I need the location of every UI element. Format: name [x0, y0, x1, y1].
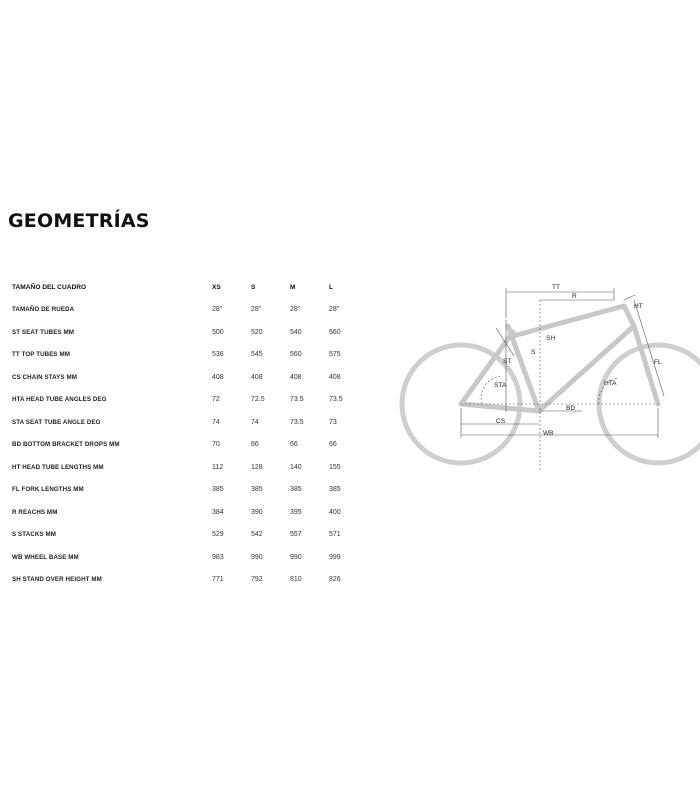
row-value: 540 — [290, 328, 302, 336]
row-value: 72.5 — [251, 396, 265, 404]
row-label: ST SEAT TUBES MM — [12, 328, 74, 336]
row-value: 571 — [329, 531, 341, 539]
row-value: 385 — [212, 486, 224, 494]
header-size-l: L — [329, 283, 334, 291]
label-s: S — [531, 349, 536, 356]
label-ht: HT — [634, 303, 643, 310]
label-r: R — [572, 293, 577, 300]
page-title: GEOMETRÍAS — [8, 210, 150, 232]
row-value: 70 — [212, 441, 220, 449]
row-label: CS CHAIN STAYS MM — [12, 373, 77, 381]
label-cs: CS — [496, 418, 506, 425]
row-value: 999 — [329, 553, 341, 561]
label-bd: BD — [566, 405, 576, 412]
row-value: 28" — [212, 306, 223, 314]
table-row — [12, 546, 368, 569]
row-value: 128 — [251, 463, 263, 471]
table-row — [12, 299, 368, 322]
bike-frame-icon — [461, 306, 658, 411]
table-row — [12, 434, 368, 457]
label-hta: HTA — [604, 380, 617, 387]
row-label: S STACKS MM — [12, 531, 56, 539]
geometry-table — [12, 276, 368, 591]
label-tt: TT — [552, 284, 560, 291]
row-label: R REACHS MM — [12, 508, 58, 516]
row-value: 384 — [212, 508, 224, 516]
row-value: 408 — [290, 373, 302, 381]
row-value: 73.5 — [290, 396, 304, 404]
table-row — [12, 524, 368, 547]
row-value: 810 — [290, 576, 302, 584]
row-value: 500 — [212, 328, 224, 336]
row-value: 66 — [251, 441, 259, 449]
label-sta: STA — [494, 382, 507, 389]
row-label: TT TOP TUBES MM — [12, 351, 70, 359]
row-value: 390 — [251, 508, 263, 516]
ht-dim-line — [624, 295, 635, 300]
row-value: 545 — [251, 351, 263, 359]
row-value: 826 — [329, 576, 341, 584]
row-value: 983 — [212, 553, 224, 561]
row-label: HT HEAD TUBE LENGTHS MM — [12, 463, 104, 471]
table-row — [12, 456, 368, 479]
row-label: STA SEAT TUBE ANGLE DEG — [12, 418, 101, 426]
row-value: 408 — [329, 373, 341, 381]
header-size-s: S — [251, 283, 256, 291]
row-value: 155 — [329, 463, 341, 471]
row-value: 560 — [290, 351, 302, 359]
row-value: 66 — [290, 441, 298, 449]
table-row — [12, 411, 368, 434]
row-label: FL FORK LENGTHS MM — [12, 486, 84, 494]
sta-arc — [481, 376, 502, 404]
row-value: 536 — [212, 351, 224, 359]
table-row — [12, 501, 368, 524]
table-row — [12, 569, 368, 592]
row-label: TAMAÑO DE RUEDA — [12, 306, 75, 314]
row-value: 408 — [212, 373, 224, 381]
row-value: 520 — [251, 328, 263, 336]
row-value: 74 — [212, 418, 220, 426]
row-value: 73 — [329, 418, 337, 426]
row-value: 575 — [329, 351, 341, 359]
table-row — [12, 479, 368, 502]
row-value: 66 — [329, 441, 337, 449]
table-row — [12, 321, 368, 344]
row-value: 73.5 — [329, 396, 343, 404]
label-fl: FL — [654, 359, 662, 366]
row-value: 395 — [290, 508, 302, 516]
row-value: 74 — [251, 418, 259, 426]
row-value: 73.5 — [290, 418, 304, 426]
row-value: 557 — [290, 531, 302, 539]
row-label: HTA HEAD TUBE ANGLES DEG — [12, 396, 107, 404]
header-frame-size: TAMAÑO DEL CUADRO — [12, 283, 87, 291]
row-value: 990 — [290, 553, 302, 561]
row-label: WB WHEEL BASE MM — [12, 553, 79, 561]
row-value: 28" — [329, 306, 340, 314]
row-value: 400 — [329, 508, 341, 516]
table-row — [12, 366, 368, 389]
row-label: BD BOTTOM BRACKET DROPS MM — [12, 441, 120, 449]
row-value: 408 — [251, 373, 263, 381]
row-value: 542 — [251, 531, 263, 539]
header-size-xs: XS — [212, 283, 221, 291]
table-body — [12, 299, 368, 592]
row-value: 385 — [290, 486, 302, 494]
row-value: 771 — [212, 576, 224, 584]
row-value: 529 — [212, 531, 224, 539]
row-value: 72 — [212, 396, 220, 404]
header-size-m: M — [290, 283, 296, 291]
row-value: 560 — [329, 328, 341, 336]
table-row — [12, 344, 368, 367]
row-value: 112 — [212, 463, 224, 471]
table-row — [12, 389, 368, 412]
row-label: SH STAND OVER HEIGHT MM — [12, 576, 102, 584]
row-value: 385 — [329, 486, 341, 494]
label-sh: SH — [546, 335, 556, 342]
row-value: 28" — [290, 306, 301, 314]
row-value: 140 — [290, 463, 302, 471]
table-header-row — [12, 276, 368, 299]
label-wb: WB — [543, 430, 554, 437]
bike-geometry-diagram — [396, 278, 700, 472]
row-value: 990 — [251, 553, 263, 561]
row-value: 28" — [251, 306, 262, 314]
row-value: 385 — [251, 486, 263, 494]
row-value: 792 — [251, 576, 263, 584]
label-st: ST — [503, 358, 512, 365]
